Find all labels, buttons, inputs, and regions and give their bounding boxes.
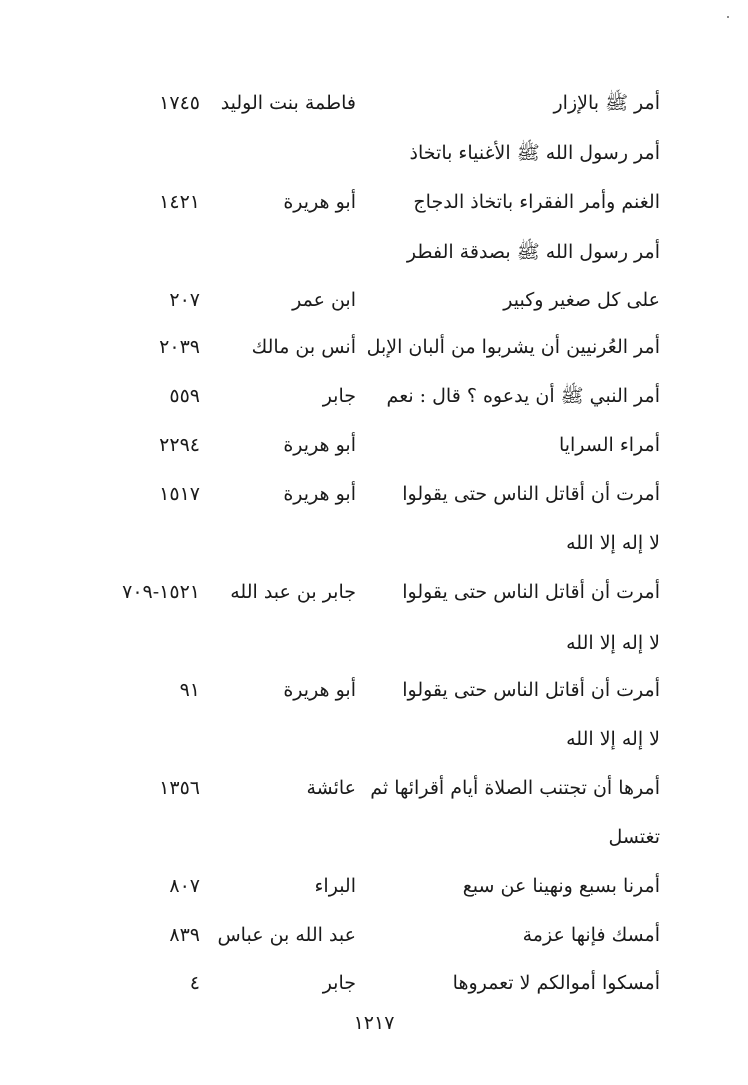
index-row	[0, 133, 748, 173]
hadith-number	[80, 623, 200, 663]
index-row	[0, 768, 748, 808]
hadith-title: لا إله إلا الله	[566, 532, 660, 554]
index-row	[0, 376, 748, 416]
hadith-title: أمرنا بسبع ونهينا عن سبع	[462, 875, 660, 897]
narrator-name: أبو هريرة	[283, 434, 356, 456]
index-row	[0, 327, 748, 367]
narrator-name: أبو هريرة	[283, 191, 356, 213]
index-row	[0, 963, 748, 1003]
hadith-title: أمر العُرنيين أن يشربوا من ألبان الإبل	[366, 336, 660, 358]
hadith-number: ١٤٢١	[159, 191, 200, 213]
hadith-number: ٢٠٣٩	[159, 336, 200, 358]
hadith-title: أمر رسول الله ﷺ الأغنياء باتخاذ	[409, 142, 660, 164]
index-row	[0, 523, 748, 563]
hadith-number: ١٣٥٦	[159, 777, 200, 799]
hadith-title: لا إله إلا الله	[566, 728, 660, 750]
hadith-title: أمر رسول الله ﷺ بصدقة الفطر	[406, 241, 660, 263]
hadith-number: ٢٠٧	[169, 289, 200, 311]
narrator-name	[196, 817, 356, 857]
hadith-number: ٨٠٧	[169, 875, 200, 897]
narrator-name: جابر بن عبد الله	[230, 581, 356, 603]
hadith-title: تغتسل	[608, 826, 660, 848]
narrator-name: جابر	[322, 385, 356, 407]
hadith-number	[80, 523, 200, 563]
index-row	[0, 866, 748, 906]
index-row	[0, 232, 748, 272]
index-row	[0, 817, 748, 857]
index-row	[0, 719, 748, 759]
hadith-title: أمر ﷺ بالإزار	[553, 92, 660, 114]
scan-speck	[727, 16, 729, 18]
narrator-name: ابن عمر	[292, 289, 356, 311]
hadith-title: أمرها أن تجتنب الصلاة أيام أقرائها ثم	[370, 777, 660, 799]
hadith-title: أمرت أن أقاتل الناس حتى يقولوا	[402, 581, 660, 603]
narrator-name	[196, 232, 356, 272]
hadith-title: لا إله إلا الله	[566, 632, 660, 654]
hadith-number: ١٧٤٥	[159, 92, 200, 114]
narrator-name: فاطمة بنت الوليد	[220, 92, 356, 114]
hadith-number: ١٥١٧	[159, 483, 200, 505]
index-row	[0, 915, 748, 955]
hadith-number	[80, 719, 200, 759]
narrator-name	[196, 719, 356, 759]
hadith-number: ٢٢٩٤	[159, 434, 200, 456]
page-number: ١٢١٧	[353, 1012, 395, 1034]
hadith-number	[80, 817, 200, 857]
narrator-name: أبو هريرة	[283, 483, 356, 505]
narrator-name: أبو هريرة	[283, 679, 356, 701]
narrator-name	[196, 623, 356, 663]
narrator-name: عائشة	[306, 777, 356, 799]
hadith-number: ٥٥٩	[169, 385, 200, 407]
hadith-title: أمرت أن أقاتل الناس حتى يقولوا	[402, 679, 660, 701]
index-row	[0, 83, 748, 123]
index-row	[0, 670, 748, 710]
narrator-name	[196, 133, 356, 173]
narrator-name: أنس بن مالك	[251, 336, 356, 358]
hadith-title: أمسكوا أموالكم لا تعمروها	[452, 972, 660, 994]
hadith-title: أمراء السرايا	[558, 434, 660, 456]
narrator-name	[196, 523, 356, 563]
hadith-title: على كل صغير وكبير	[503, 289, 660, 311]
hadith-number: ٩١	[179, 679, 200, 701]
hadith-title: أمر النبي ﷺ أن يدعوه ؟ قال : نعم	[386, 385, 660, 407]
hadith-number: ٨٣٩	[169, 924, 200, 946]
narrator-name: البراء	[314, 875, 356, 897]
index-row	[0, 572, 748, 612]
hadith-number: ٤	[189, 972, 200, 994]
hadith-number	[80, 133, 200, 173]
index-row	[0, 280, 748, 320]
hadith-number	[80, 232, 200, 272]
hadith-number: ١٥٢١-٧٠٩	[122, 581, 200, 603]
narrator-name: عبد الله بن عباس	[217, 924, 356, 946]
index-row	[0, 623, 748, 663]
hadith-title: أمرت أن أقاتل الناس حتى يقولوا	[402, 483, 660, 505]
hadith-title: أمسك فإنها عزمة	[522, 924, 660, 946]
index-row	[0, 182, 748, 222]
index-row	[0, 425, 748, 465]
index-row	[0, 474, 748, 514]
narrator-name: جابر	[322, 972, 356, 994]
hadith-title: الغنم وأمر الفقراء باتخاذ الدجاج	[413, 191, 660, 213]
